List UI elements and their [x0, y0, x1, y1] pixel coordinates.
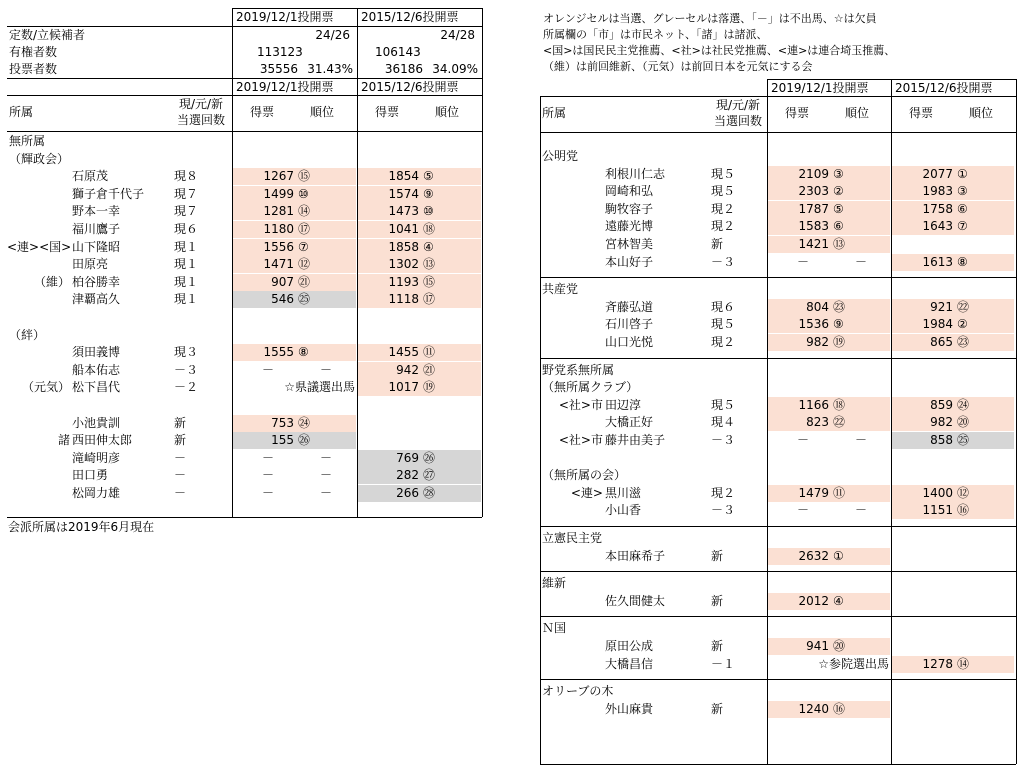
right-candidate-name: 利根川仁志	[605, 166, 666, 181]
right-votes-2019: 804	[806, 299, 829, 314]
left-candidate-name: 山下隆昭	[72, 239, 121, 254]
right-section-rule	[540, 277, 1016, 278]
legend-line-2: 所属欄の「市」は市民ネット、「諸」は諸派、	[543, 28, 768, 41]
left-table-c1	[232, 78, 233, 517]
left-candidate-status: 現１	[174, 257, 199, 272]
right-rank-2015: ㉕	[957, 433, 970, 447]
right-candidate-status: 新	[711, 237, 724, 251]
left-rank-2019: ⑩	[298, 186, 309, 201]
left-candidate-name: 石原茂	[72, 169, 109, 184]
right-header-2019: 2019/12/1投開票	[771, 81, 869, 95]
left-votes-2019: －	[262, 468, 275, 483]
right-rank-2019: ③	[833, 166, 844, 181]
right-table-bottom	[540, 764, 1016, 765]
right-rank-2019: ⑱	[833, 397, 846, 412]
left-candidate-name: 柏谷勝幸	[72, 274, 121, 289]
right-candidate-status: 現５	[711, 397, 736, 412]
right-rank-2019: ⑯	[833, 701, 846, 716]
left-candidate-name: 福川鷹子	[72, 222, 121, 236]
footer-note: 会派所属は2019年6月現在	[8, 520, 155, 534]
left-rank-2019: ⑧	[298, 345, 309, 360]
left-votes-2015: 266	[396, 486, 419, 500]
left-candidate-status: 現１	[174, 239, 199, 254]
right-rank-2015: ㉓	[957, 335, 970, 349]
right-rank-2015: ⑦	[957, 219, 968, 234]
left-summary-c1	[232, 8, 233, 78]
right-col-rank-2019: 順位	[845, 106, 870, 120]
left-candidate-name: 小池貴訓	[72, 415, 121, 430]
left-votes-2019: －	[262, 362, 275, 377]
right-votes-2019: 2012	[798, 593, 829, 608]
left-rank-2019: ⑮	[298, 169, 311, 184]
right-votes-2019: 1240	[798, 701, 829, 716]
right-votes-2019: 1479	[798, 485, 829, 500]
left-candidate-name: 船本佑志	[72, 362, 121, 377]
left-rank-2019: ⑰	[298, 222, 311, 236]
left-candidate-status: 現７	[174, 186, 199, 201]
right-candidate-name: 外山麻貴	[605, 701, 654, 716]
legend-line-4: （維）は前回維新、（元気）は前回日本を元気にする会	[543, 60, 813, 73]
left-rank-2019: ㉔	[298, 415, 311, 430]
right-rank-2019: ⑨	[833, 317, 844, 332]
right-col-votes-2015: 得票	[909, 106, 934, 120]
right-rank-2019: ④	[833, 593, 844, 608]
right-candidate-name: 遠藤光博	[605, 219, 654, 234]
left-rank-2019: －	[320, 486, 333, 500]
left-votes-2015: 1041	[388, 222, 419, 236]
right-votes-2019: 2303	[798, 184, 829, 199]
left-candidate-tag: （元気）	[21, 380, 70, 395]
right-votes-2019: 1166	[798, 397, 829, 412]
right-candidate-tag: <連>	[570, 485, 603, 500]
right-votes-2019: －	[797, 254, 810, 269]
right-rank-2019: ⑪	[833, 485, 846, 500]
right-votes-2015: 1984	[922, 317, 953, 332]
left-candidate-status: 現８	[174, 169, 199, 184]
right-section-rule	[540, 616, 1016, 617]
right-group-label: 野党系無所属	[542, 362, 615, 377]
right-votes-2015: 858	[930, 433, 953, 447]
right-col-rank-2015: 順位	[969, 106, 994, 120]
legend-line-3: <国>は国民民主党推薦、<社>は社民党推薦、<連>は連合埼玉推薦、	[543, 44, 896, 57]
right-group-label: 共産党	[542, 282, 579, 297]
left-rank-2015: ㉗	[423, 468, 436, 483]
right-votes-2019: 2632	[798, 548, 829, 563]
right-candidate-name: 岡崎和弘	[605, 184, 654, 199]
right-section-rule	[540, 571, 1016, 572]
right-candidate-name: 原田公成	[605, 639, 654, 653]
left-table-right	[482, 78, 483, 517]
right-votes-2015: 1983	[922, 184, 953, 199]
right-candidate-name: 斉藤弘道	[605, 299, 654, 314]
right-rank-2019: ①	[833, 548, 844, 563]
right-header-mid	[540, 96, 1016, 97]
left-votes-2019: 1267	[263, 169, 294, 184]
left-candidate-status: －	[174, 486, 187, 500]
left-rank-2015: ⑪	[423, 345, 436, 360]
left-votes-2019: 1556	[263, 239, 294, 254]
left-rank-2015: ⑰	[423, 292, 436, 307]
right-rank-2019: －	[855, 254, 868, 269]
left-table-bottom	[7, 517, 482, 518]
left-col-rank-2015: 順位	[435, 105, 460, 119]
left-votes-2019: 546	[271, 292, 294, 307]
left-votes-2015: 1854	[388, 169, 419, 184]
left-candidate-tag: （維）	[33, 274, 70, 289]
right-rank-2019: ⑳	[833, 639, 846, 653]
left-rank-2019: ⑭	[298, 204, 311, 219]
right-section-rule	[540, 358, 1016, 359]
right-rank-2015: ③	[957, 184, 968, 199]
left-rank-2015: ㉑	[423, 362, 436, 377]
left-candidate-name: 獅子倉千代子	[72, 186, 145, 201]
right-votes-2019: 1583	[798, 219, 829, 234]
left-candidate-name: 田口勇	[72, 468, 109, 483]
left-candidate-status: 新	[174, 415, 187, 430]
right-votes-2019: 941	[806, 639, 829, 653]
right-candidate-status: 現５	[711, 317, 736, 332]
right-rank-2019: －	[855, 433, 868, 447]
right-group-label: （無所属の会）	[542, 468, 627, 483]
right-rank-2015: ⑥	[957, 201, 968, 216]
right-candidate-status: 現２	[711, 201, 736, 216]
right-table-left	[540, 96, 541, 764]
right-candidate-status: 新	[711, 548, 724, 563]
header-2019: 2019/12/1投開票	[236, 10, 334, 24]
right-candidate-status: 新	[711, 701, 724, 716]
right-candidate-name: 石川啓子	[605, 317, 654, 332]
right-group-label: 立憲民主党	[542, 531, 603, 545]
right-votes-2015: 1643	[922, 219, 953, 234]
right-section-rule	[540, 526, 1016, 527]
left-summary-c2	[357, 8, 358, 78]
left-note-2019: ☆県議選出馬	[284, 380, 355, 395]
left-rank-2019: ㉑	[298, 274, 311, 289]
left-votes-2015: 1302	[388, 257, 419, 272]
right-votes-2015: 865	[930, 335, 953, 349]
right-candidate-status: －３	[711, 433, 736, 447]
right-header-2015: 2015/12/6投開票	[895, 81, 993, 95]
left-rank-2015: ⑱	[423, 222, 436, 236]
left-candidate-status: 現１	[174, 274, 199, 289]
right-candidate-status: －３	[711, 254, 736, 269]
left-votes-2019: 1180	[263, 222, 294, 236]
right-rank-2015: ⑳	[957, 415, 970, 430]
left-col-party: 所属	[9, 105, 34, 119]
votes-2015: 36186	[384, 62, 423, 76]
left-votes-2015: 1017	[388, 380, 419, 395]
left-candidate-status: 新	[174, 433, 187, 448]
left-votes-2019: 753	[271, 415, 294, 430]
left-votes-2015: 942	[396, 362, 419, 377]
right-rank-2019: ⑬	[833, 237, 846, 251]
left-votes-2015: 1455	[388, 345, 419, 360]
right-candidate-name: 藤井由美子	[605, 433, 666, 447]
left-rank-2015: ㉖	[423, 450, 436, 465]
right-votes-2015: 859	[930, 397, 953, 412]
left-header-2019: 2019/12/1投開票	[236, 80, 334, 94]
right-votes-2019: 1536	[798, 317, 829, 332]
left-votes-2015: 1118	[388, 292, 419, 307]
right-table-c1	[767, 79, 768, 764]
right-votes-2015: 921	[930, 299, 953, 314]
header-2015: 2015/12/6投開票	[361, 10, 459, 24]
left-rank-2015: ⑮	[423, 274, 436, 289]
left-candidate-tag: <連><国>	[7, 239, 72, 254]
left-col-rank-2019: 順位	[310, 105, 335, 119]
left-rank-2019: ⑫	[298, 257, 311, 272]
left-candidate-name: 田原亮	[72, 257, 109, 272]
left-rank-2015: ⑬	[423, 257, 436, 272]
right-votes-2019: －	[797, 503, 810, 518]
legend-line-1: オレンジセルは当選、グレーセルは落選、「－」は不出馬、☆は欠員	[543, 12, 877, 25]
voters-2015: 106143	[375, 45, 421, 59]
left-candidate-status: 現１	[174, 292, 199, 307]
left-rank-2015: ⑩	[423, 204, 434, 219]
right-candidate-name: 佐久間健太	[605, 593, 666, 608]
right-rank-2019: ㉒	[833, 415, 846, 430]
right-candidate-tag: <社>市	[558, 433, 603, 447]
right-candidate-status: －３	[711, 503, 736, 518]
right-rank-2015: ㉒	[957, 299, 970, 314]
turnout-2015: 34.09%	[432, 62, 478, 76]
left-group-label: （輝政会）	[9, 151, 70, 166]
right-rank-2019: ⑤	[833, 201, 844, 216]
left-rank-2019: ㉖	[298, 433, 311, 448]
right-group-label: （無所属クラブ）	[542, 380, 639, 395]
left-rank-2019: －	[320, 362, 333, 377]
left-votes-2019: －	[262, 486, 275, 500]
left-rank-2019: ㉕	[298, 292, 311, 307]
voters-label: 有権者数	[9, 45, 58, 59]
seats-2019: 24/26	[315, 28, 350, 42]
right-votes-2019: 823	[806, 415, 829, 430]
votes-2019: 35556	[259, 62, 298, 76]
left-candidate-name: 松下昌代	[72, 380, 121, 395]
right-votes-2015: 1278	[922, 656, 953, 671]
right-note-2019: ☆参院選出馬	[818, 656, 889, 671]
left-header-bottom	[7, 131, 482, 132]
right-rank-2015: ①	[957, 166, 968, 181]
left-col-votes-2015: 得票	[375, 105, 400, 119]
right-candidate-name: 田辺淳	[605, 397, 642, 412]
right-votes-2015: 1758	[922, 201, 953, 216]
seats-2015: 24/28	[440, 28, 475, 42]
right-candidate-status: 現６	[711, 299, 736, 314]
right-rank-2015: ⑧	[957, 254, 968, 269]
left-candidate-status: －	[174, 450, 187, 465]
left-votes-2019: 155	[271, 433, 294, 448]
left-candidate-name: 滝崎明彦	[72, 450, 121, 465]
left-votes-2019: 1499	[263, 186, 294, 201]
left-rank-2015: ④	[423, 239, 434, 254]
left-candidate-name: 西田伸太郎	[72, 433, 133, 448]
right-table-right	[1016, 79, 1017, 764]
seats-label: 定数/立候補者	[9, 28, 86, 42]
left-rank-2015: ⑨	[423, 186, 434, 201]
left-votes-2019: 1281	[263, 204, 294, 219]
left-candidate-status: －	[174, 468, 187, 483]
right-rank-2019: ⑲	[833, 335, 846, 349]
right-candidate-name: 山口光悦	[605, 335, 654, 349]
left-rank-2019: ⑦	[298, 239, 309, 254]
left-candidate-status: 現７	[174, 204, 199, 219]
left-candidate-status: －３	[174, 362, 199, 377]
left-col-votes-2019: 得票	[250, 105, 275, 119]
left-votes-2015: 1193	[388, 274, 419, 289]
left-candidate-status: －２	[174, 380, 199, 395]
right-rank-2015: ②	[957, 317, 968, 332]
right-col-votes-2019: 得票	[785, 106, 810, 120]
right-candidate-name: 宮林智美	[605, 237, 654, 251]
right-votes-2015: 1400	[922, 485, 953, 500]
left-col-status: 現/元/新 当選回数	[176, 97, 225, 127]
right-candidate-name: 黒川滋	[605, 485, 642, 500]
right-header-bottom	[540, 132, 1016, 133]
right-candidate-status: 現２	[711, 219, 736, 234]
right-candidate-name: 大橋正好	[605, 415, 654, 430]
left-candidate-name: 須田義博	[72, 345, 121, 360]
right-candidate-status: －１	[711, 656, 736, 671]
right-table-c2	[891, 79, 892, 764]
left-votes-2019: 1471	[263, 257, 294, 272]
left-rank-2015: ⑲	[423, 380, 436, 395]
left-rank-2015: ㉘	[423, 486, 436, 500]
right-rank-2015: ⑭	[957, 656, 970, 671]
right-votes-2019: 2109	[798, 166, 829, 181]
left-votes-2015: 1574	[388, 186, 419, 201]
right-votes-2015: 982	[930, 415, 953, 430]
left-group-label: （絆）	[9, 327, 46, 342]
right-rank-2015: ㉔	[957, 397, 970, 412]
left-rank-2019: －	[320, 468, 333, 483]
left-candidate-status: 現３	[174, 345, 199, 360]
left-candidate-tag: 諸	[57, 433, 70, 448]
left-rank-2019: －	[320, 450, 333, 465]
right-candidate-name: 大橋昌信	[605, 656, 654, 671]
left-rank-2015: ⑤	[423, 169, 434, 184]
right-candidate-name: 本田麻希子	[605, 548, 666, 563]
right-candidate-name: 小山香	[605, 503, 642, 518]
left-votes-2015: 1473	[388, 204, 419, 219]
left-table-c2	[357, 78, 358, 517]
right-votes-2019: 982	[806, 335, 829, 349]
right-votes-2019: 1421	[798, 237, 829, 251]
right-candidate-name: 本山好子	[605, 254, 654, 269]
right-group-label: 公明党	[542, 149, 579, 163]
right-candidate-status: 現５	[711, 166, 736, 181]
right-candidate-status: 新	[711, 639, 724, 653]
voters-2019: 113123	[257, 45, 303, 59]
left-votes-2019: －	[262, 450, 275, 465]
right-col-status: 現/元/新 当選回数	[713, 98, 762, 128]
right-votes-2015: 1613	[922, 254, 953, 269]
right-col-party: 所属	[542, 106, 567, 120]
votes-label: 投票者数	[9, 62, 58, 76]
turnout-2019: 31.43%	[307, 62, 353, 76]
right-candidate-status: 現２	[711, 485, 736, 500]
left-summary-right	[482, 8, 483, 78]
left-votes-2015: 769	[396, 450, 419, 465]
right-rank-2019: ⑥	[833, 219, 844, 234]
right-rank-2015: ⑫	[957, 485, 970, 500]
left-candidate-status: 現６	[174, 222, 199, 236]
left-votes-2015: 1858	[388, 239, 419, 254]
right-votes-2019: －	[797, 433, 810, 447]
right-rank-2015: ⑯	[957, 503, 970, 518]
left-votes-2015: 282	[396, 468, 419, 483]
right-candidate-status: 現５	[711, 184, 736, 199]
right-rank-2019: ②	[833, 184, 844, 199]
right-section-rule	[540, 679, 1016, 680]
right-candidate-status: 現２	[711, 335, 736, 349]
right-candidate-status: 現４	[711, 415, 736, 430]
right-votes-2015: 1151	[922, 503, 953, 518]
left-votes-2019: 907	[271, 274, 294, 289]
right-votes-2019: 1787	[798, 201, 829, 216]
right-candidate-status: 新	[711, 593, 724, 608]
right-group-label: Ｎ国	[542, 621, 567, 636]
left-votes-2019: 1555	[263, 345, 294, 360]
left-header-mid	[7, 95, 482, 96]
right-candidate-name: 駒牧容子	[605, 201, 654, 216]
right-votes-2015: 2077	[922, 166, 953, 181]
right-group-label: 維新	[542, 576, 567, 591]
left-candidate-name: 津覇高久	[72, 292, 121, 307]
left-header-2015: 2015/12/6投開票	[361, 80, 459, 94]
left-group-label: 無所属	[9, 134, 46, 148]
right-rank-2019: ㉓	[833, 299, 846, 314]
left-candidate-name: 野本一幸	[72, 204, 121, 219]
left-candidate-name: 松岡力雄	[72, 486, 121, 500]
right-rank-2019: －	[855, 503, 868, 518]
right-candidate-tag: <社>市	[558, 397, 603, 412]
right-group-label: オリーブの木	[542, 684, 614, 699]
